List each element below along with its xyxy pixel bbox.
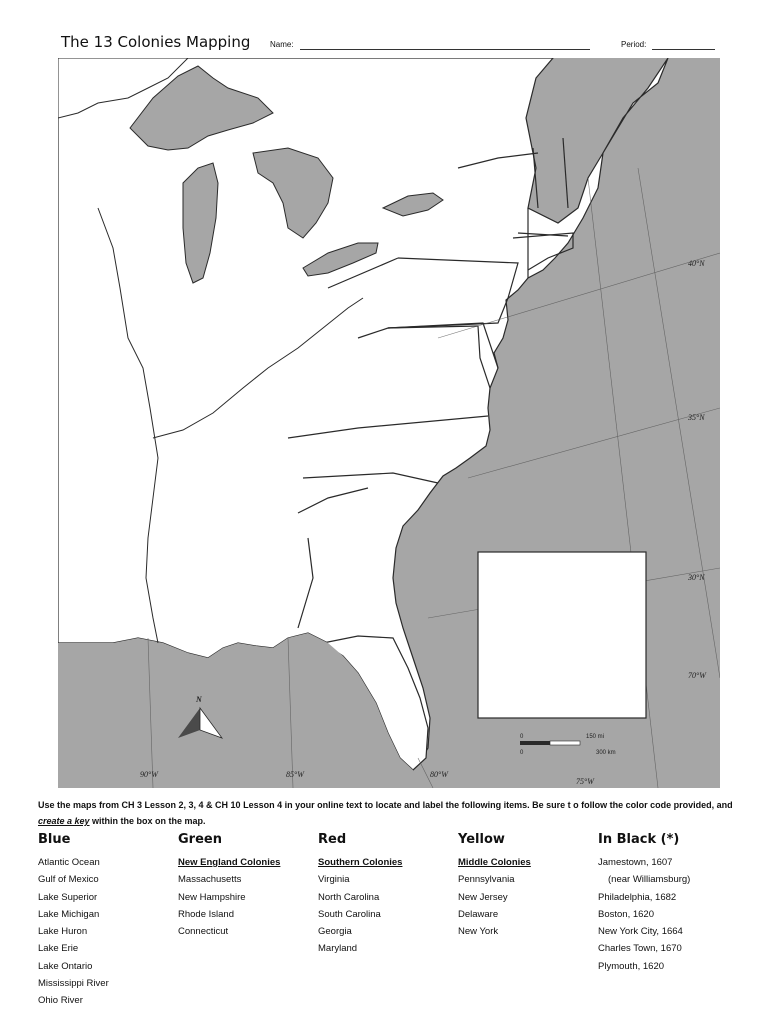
column-heading: In Black (*) [598,832,680,847]
lon-label-70: 70°W [688,671,706,680]
list-item: Maryland [318,943,358,955]
list-item: Georgia [318,926,352,938]
list-item: New York [458,926,499,938]
lon-label-75: 75°W [576,777,594,786]
lat-label-30: 30°N [688,573,705,582]
lon-label-90: 90°W [140,770,158,779]
svg-text:0: 0 [520,750,524,756]
lon-label-80: 80°W [430,770,448,779]
worksheet-header [0,0,770,58]
list-item: New York City, 1664 [598,926,683,938]
column-heading: Red [318,832,347,847]
period-field[interactable] [652,49,715,50]
list-item: New Jersey [458,891,508,903]
map-key-box[interactable] [478,552,646,718]
list-item: North Carolina [318,891,380,903]
column-black [598,832,738,975]
colonies-map [58,58,720,788]
list-item: Lake Michigan [38,908,100,920]
column-blue [38,832,178,1010]
region-heading: Southern Colonies [318,857,403,868]
list-item: Plymouth, 1620 [598,960,665,972]
svg-text:150 mi: 150 mi [586,734,605,740]
name-label: Name: [270,40,294,49]
list-item: Pennsylvania [458,874,515,886]
list-item: Mississippi River [38,978,109,990]
list-item: Philadelphia, 1682 [598,891,677,903]
svg-text:0: 0 [520,734,524,740]
create-key-link: create a key [38,816,90,826]
list-item: (near Williamsburg) [608,874,691,886]
list-item: South Carolina [318,908,381,920]
column-heading: Green [178,832,222,847]
column-yellow [458,832,598,940]
column-heading: Blue [38,832,71,847]
region-heading: New England Colonies [178,857,281,868]
list-item: Massachusetts [178,874,242,886]
list-item: Charles Town, 1670 [598,943,682,955]
name-field[interactable] [300,49,590,50]
column-green [178,832,318,940]
list-item: New Hampshire [178,891,246,903]
svg-text:N: N [196,695,202,704]
lon-label-85: 85°W [286,770,304,779]
list-item: Boston, 1620 [598,908,654,920]
page-title: The 13 Colonies Mapping [61,33,251,51]
lat-label-35: 35°N [688,413,705,422]
list-item: Jamestown, 1607 [598,857,673,868]
list-item: Lake Huron [38,926,88,938]
list-item: Connecticut [178,926,229,938]
list-item: Delaware [458,908,499,920]
instructions: Use the maps from CH 3 Lesson 2, 3, 4 & CH 10 Lesson 4 in your online text to locate and label the following items. Be sure t o follow the color code provided, and create a key within the box on the map. [38,800,733,826]
list-item: Gulf of Mexico [38,874,99,886]
column-heading: Yellow [458,832,505,847]
svg-text:300 km: 300 km [596,750,616,756]
list-item: Lake Erie [38,943,79,955]
list-item: Lake Ontario [38,960,93,972]
period-label: Period: [621,40,647,49]
lat-label-40: 40°N [688,259,705,268]
list-item: Lake Superior [38,891,98,903]
region-heading: Middle Colonies [458,857,531,868]
list-item: Ohio River [38,995,83,1007]
list-item: Atlantic Ocean [38,857,100,868]
list-item: Virginia [318,874,350,886]
column-red [318,832,458,958]
list-item: Rhode Island [178,908,234,920]
